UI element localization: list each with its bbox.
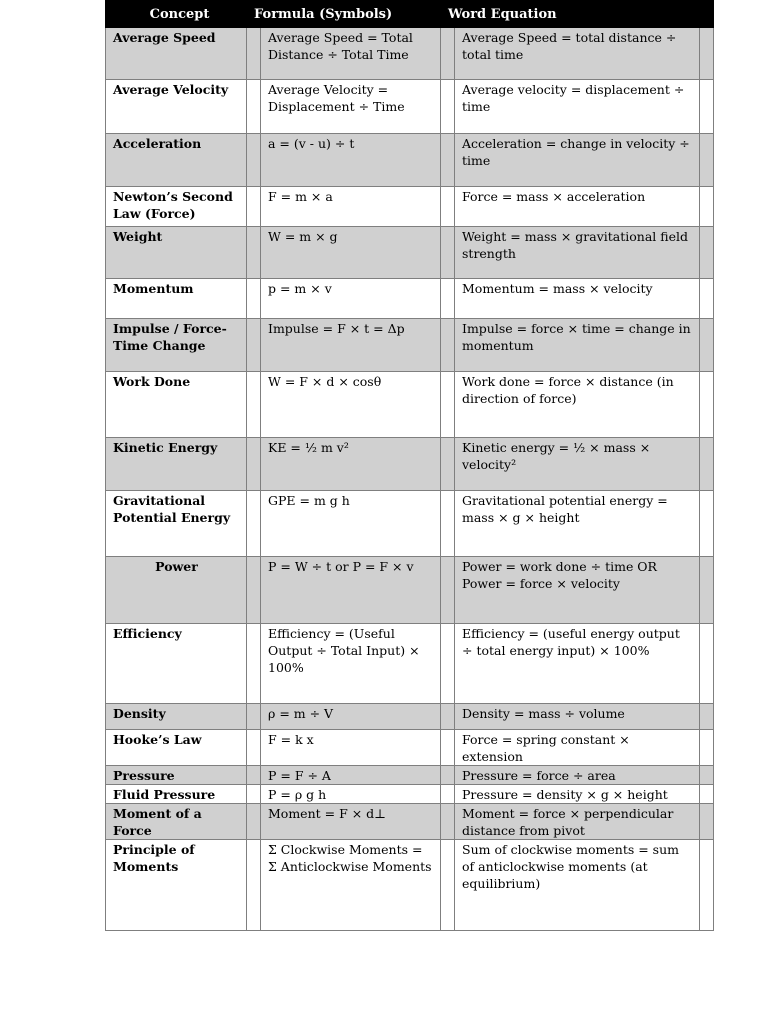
concept-cell: Principle of Moments <box>106 840 247 931</box>
table-row <box>106 372 714 438</box>
spacer-cell <box>247 491 261 557</box>
spacer-cell <box>441 227 455 279</box>
spacer-cell <box>441 80 455 134</box>
header-row <box>106 1 714 28</box>
formula-cell: W = F × d × cosθ <box>261 372 441 438</box>
concept-cell: Newton’s Second Law (Force) <box>106 187 247 227</box>
spacer-cell <box>247 80 261 134</box>
table-row <box>106 491 714 557</box>
spacer-cell <box>441 785 455 804</box>
spacer-cell <box>700 766 714 785</box>
spacer-cell <box>247 704 261 730</box>
spacer-cell <box>441 438 455 491</box>
spacer-cell <box>441 704 455 730</box>
spacer-cell <box>247 557 261 624</box>
table-row <box>106 134 714 187</box>
formula-cell: p = m × v <box>261 279 441 319</box>
spacer-cell <box>441 730 455 766</box>
formula-cell: Average Speed = Total Distance ÷ Total Time <box>261 28 441 80</box>
table-row <box>106 704 714 730</box>
spacer-cell <box>700 491 714 557</box>
concept-cell: Average Velocity <box>106 80 247 134</box>
spacer-cell <box>700 438 714 491</box>
formula-cell: Σ Clockwise Moments = Σ Anticlockwise Moments <box>261 840 441 931</box>
spacer-cell <box>441 624 455 704</box>
formula-cell: F = m × a <box>261 187 441 227</box>
spacer-cell <box>700 840 714 931</box>
table-row <box>106 804 714 840</box>
word-equation-cell: Pressure = density × g × height <box>455 785 700 804</box>
spacer-cell <box>441 840 455 931</box>
header-formula: Formula (Symbols) <box>247 1 441 28</box>
word-equation-cell: Gravitational potential energy = mass × g × height <box>455 491 700 557</box>
table-row <box>106 766 714 785</box>
spacer-cell <box>700 624 714 704</box>
spacer-cell <box>441 557 455 624</box>
formula-cell: Moment = F × d⊥ <box>261 804 441 840</box>
table-row <box>106 438 714 491</box>
spacer-cell <box>247 624 261 704</box>
formula-cell: Average Velocity = Displacement ÷ Time <box>261 80 441 134</box>
spacer-cell <box>700 134 714 187</box>
formula-cell: Impulse = F × t = Δp <box>261 319 441 372</box>
concept-cell: Kinetic Energy <box>106 438 247 491</box>
table-row <box>106 557 714 624</box>
formula-cell: Efficiency = (Useful Output ÷ Total Input) × 100% <box>261 624 441 704</box>
word-equation-cell: Moment = force × perpendicular distance from pivot <box>455 804 700 840</box>
spacer-cell <box>247 840 261 931</box>
spacer-cell <box>700 785 714 804</box>
concept-cell: Average Speed <box>106 28 247 80</box>
concept-cell: Acceleration <box>106 134 247 187</box>
spacer-cell <box>700 372 714 438</box>
spacer-cell <box>700 730 714 766</box>
word-equation-cell: Average velocity = displacement ÷ time <box>455 80 700 134</box>
word-equation-cell: Impulse = force × time = change in momentum <box>455 319 700 372</box>
word-equation-cell: Force = spring constant × extension <box>455 730 700 766</box>
word-equation-cell: Density = mass ÷ volume <box>455 704 700 730</box>
spacer-cell <box>441 279 455 319</box>
table-row <box>106 730 714 766</box>
concept-cell: Efficiency <box>106 624 247 704</box>
spacer-cell <box>441 134 455 187</box>
formula-cell: P = F ÷ A <box>261 766 441 785</box>
table-row <box>106 624 714 704</box>
spacer-cell <box>247 319 261 372</box>
spacer-cell <box>700 319 714 372</box>
spacer-cell <box>700 557 714 624</box>
spacer-cell <box>247 134 261 187</box>
table-row <box>106 227 714 279</box>
spacer-cell <box>700 279 714 319</box>
spacer-cell <box>441 804 455 840</box>
word-equation-cell: Acceleration = change in velocity ÷ time <box>455 134 700 187</box>
spacer-cell <box>247 372 261 438</box>
spacer-cell <box>441 491 455 557</box>
concept-cell: Fluid Pressure <box>106 785 247 804</box>
spacer-cell <box>247 279 261 319</box>
spacer-cell <box>247 730 261 766</box>
concept-cell: Momentum <box>106 279 247 319</box>
word-equation-cell: Work done = force × distance (in direction of force) <box>455 372 700 438</box>
spacer-cell <box>700 187 714 227</box>
header-word-equation: Word Equation <box>441 1 714 28</box>
spacer-cell <box>700 80 714 134</box>
table-row <box>106 80 714 134</box>
concept-cell: Power <box>106 557 247 624</box>
concept-cell: Impulse / Force-Time Change <box>106 319 247 372</box>
table-row <box>106 28 714 80</box>
formula-cell: P = W ÷ t or P = F × v <box>261 557 441 624</box>
table-row <box>106 187 714 227</box>
formula-cell: P = ρ g h <box>261 785 441 804</box>
spacer-cell <box>247 804 261 840</box>
spacer-cell <box>700 227 714 279</box>
spacer-cell <box>247 28 261 80</box>
table-row <box>106 319 714 372</box>
spacer-cell <box>247 766 261 785</box>
formula-cell: GPE = m g h <box>261 491 441 557</box>
concept-cell: Hooke’s Law <box>106 730 247 766</box>
concept-cell: Density <box>106 704 247 730</box>
spacer-cell <box>247 438 261 491</box>
table-row <box>106 279 714 319</box>
word-equation-cell: Kinetic energy = ½ × mass × velocity² <box>455 438 700 491</box>
spacer-cell <box>441 766 455 785</box>
concept-cell: Gravitational Potential Energy <box>106 491 247 557</box>
formula-cell: W = m × g <box>261 227 441 279</box>
word-equation-cell: Momentum = mass × velocity <box>455 279 700 319</box>
spacer-cell <box>247 785 261 804</box>
word-equation-cell: Pressure = force ÷ area <box>455 766 700 785</box>
spacer-cell <box>441 372 455 438</box>
word-equation-cell: Force = mass × acceleration <box>455 187 700 227</box>
header-concept: Concept <box>106 1 247 28</box>
concept-cell: Pressure <box>106 766 247 785</box>
formula-cell: ρ = m ÷ V <box>261 704 441 730</box>
spacer-cell <box>700 28 714 80</box>
word-equation-cell: Average Speed = total distance ÷ total time <box>455 28 700 80</box>
spacer-cell <box>247 187 261 227</box>
concept-cell: Moment of a Force <box>106 804 247 840</box>
concept-cell: Work Done <box>106 372 247 438</box>
formula-cell: F = k x <box>261 730 441 766</box>
word-equation-cell: Sum of clockwise moments = sum of anticlockwise moments (at equilibrium) <box>455 840 700 931</box>
concept-cell: Weight <box>106 227 247 279</box>
spacer-cell <box>700 804 714 840</box>
word-equation-cell: Weight = mass × gravitational field strength <box>455 227 700 279</box>
table-row <box>106 785 714 804</box>
spacer-cell <box>247 227 261 279</box>
spacer-cell <box>441 187 455 227</box>
formula-cell: a = (v - u) ÷ t <box>261 134 441 187</box>
word-equation-cell: Power = work done ÷ time OR Power = force × velocity <box>455 557 700 624</box>
table-body <box>106 28 714 931</box>
word-equation-cell: Efficiency = (useful energy output ÷ total energy input) × 100% <box>455 624 700 704</box>
physics-equations-table <box>105 0 714 931</box>
formula-cell: KE = ½ m v² <box>261 438 441 491</box>
spacer-cell <box>441 319 455 372</box>
spacer-cell <box>700 704 714 730</box>
equations-sheet <box>105 0 713 931</box>
spacer-cell <box>441 28 455 80</box>
table-row <box>106 840 714 931</box>
